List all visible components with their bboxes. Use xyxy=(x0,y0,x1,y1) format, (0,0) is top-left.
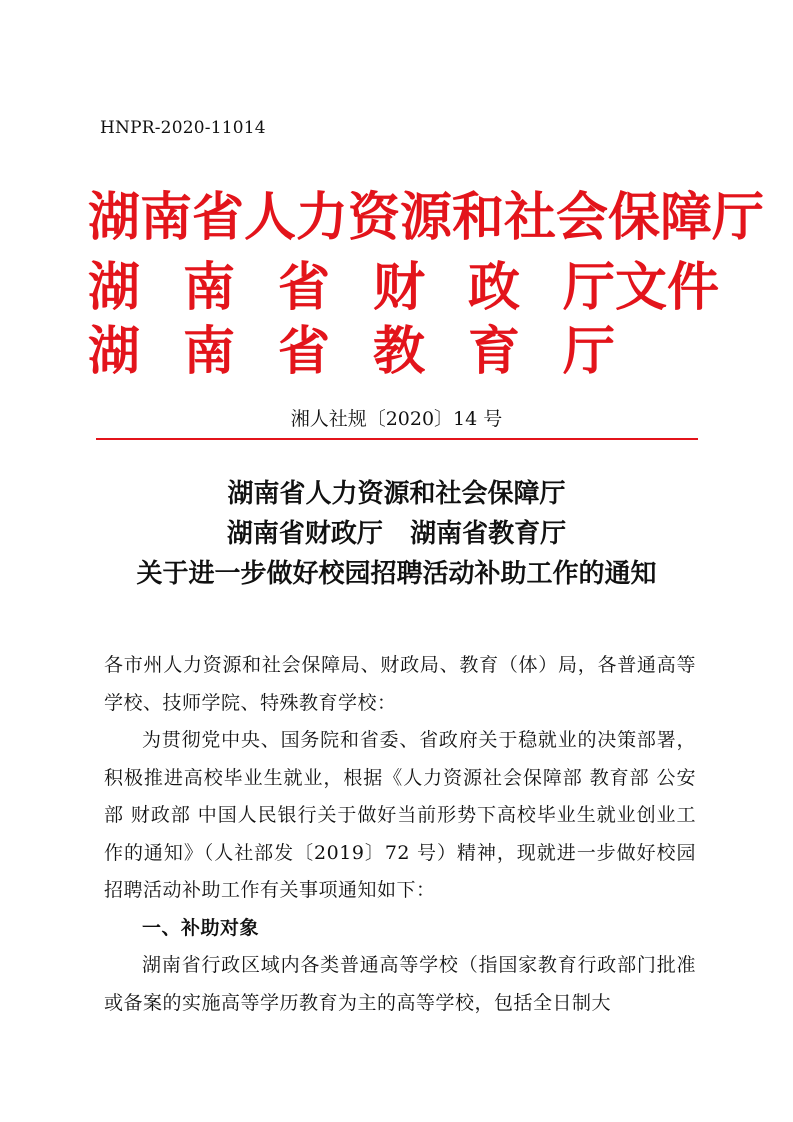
header-issuer-hrss: 湖南省人力资源和社会保障厅 xyxy=(88,188,765,248)
header-char: 厅文件 xyxy=(563,258,720,318)
header-char: 南 xyxy=(183,322,236,382)
title-line-1: 湖南省人力资源和社会保障厅 xyxy=(227,479,566,509)
header-issuer-finance xyxy=(88,256,719,320)
header-char: 省 xyxy=(278,322,331,382)
header-char: 湖 xyxy=(88,322,141,382)
header-char: 财 xyxy=(373,258,426,318)
header-issuer-education xyxy=(88,320,615,384)
section-heading-1: 一、补助对象 xyxy=(142,916,260,939)
paragraph-1: 为贯彻党中央、国务院和省委、省政府关于稳就业的决策部署，积极推进高校毕业生就业，根据《人力资源社会保障部 教育部 公安部 财政部 中国人民银行关于做好当前形势下高校毕业生就业创业工作的通知》（人社部发〔2019〕72 号）精神，现就进一步做好校园招聘活动补助工作有关事项通知如下： xyxy=(104,729,696,901)
paragraph-2: 湖南省行政区域内各类普通高等学校（指国家教育行政部门批准或备案的实施高等学历教育为主的高等学校，包括全日制大 xyxy=(104,954,696,1014)
header-char: 教 xyxy=(373,322,426,382)
header-char: 南 xyxy=(183,258,236,318)
title-line-3: 关于进一步做好校园招聘活动补助工作的通知 xyxy=(136,559,657,589)
salutation: 各市州人力资源和社会保障局、财政局、教育（体）局，各普通高等学校、技师学院、特殊教育学校： xyxy=(104,654,696,714)
document-number: 湘人社规〔2020〕14 号 xyxy=(290,408,503,430)
header-char: 厅 xyxy=(563,322,616,382)
red-divider xyxy=(96,438,698,440)
title-line-2: 湖南省财政厅 湖南省教育厅 xyxy=(226,519,567,549)
header-char: 政 xyxy=(468,258,521,318)
document-code: HNPR-2020-11014 xyxy=(100,118,266,138)
header-char: 育 xyxy=(468,322,521,382)
body xyxy=(104,647,696,1022)
header-char: 湖 xyxy=(88,258,141,318)
header-char: 省 xyxy=(278,258,331,318)
